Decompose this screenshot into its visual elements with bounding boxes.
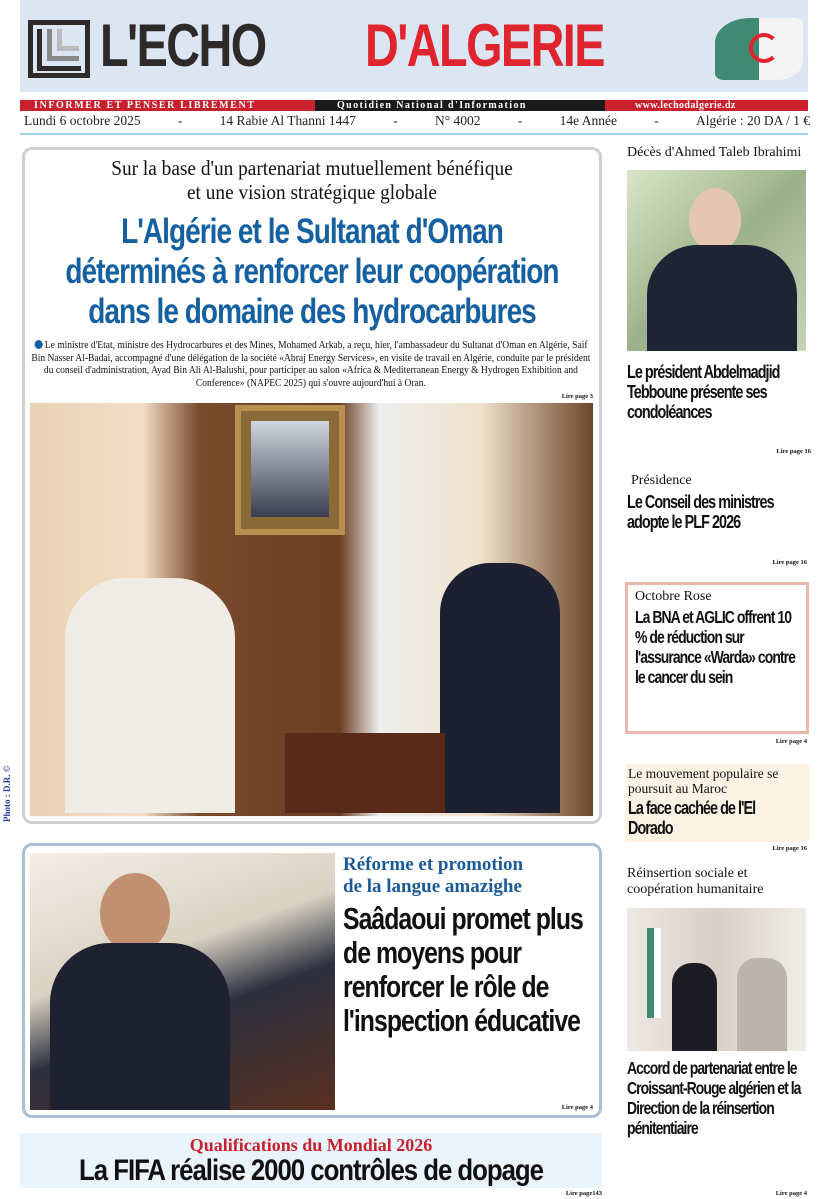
bullet-icon — [34, 340, 42, 349]
sidebar-read-more-1[interactable]: Lire page 16 — [776, 448, 811, 455]
sidebar-box-maroc[interactable] — [625, 764, 809, 842]
issue-number: N° 4002 — [434, 113, 481, 128]
bottom-headline: La FIFA réalise 2000 contrôles de dopage — [79, 1154, 543, 1187]
sidebar-headline-3: La BNA et AGLIC offrent 10 % de réduction sur l'assurance «Warda» contre le cancer du sein — [635, 607, 795, 687]
sidebar-box-octobre-rose[interactable] — [625, 582, 809, 734]
logo-title-part2: D'ALGERIE — [365, 12, 604, 79]
lead-headline-1: L'Algérie et le Sultanat d'Oman — [121, 212, 503, 251]
sidebar-kicker-3: Octobre Rose — [635, 589, 712, 604]
sidebar-headline-2[interactable]: Le Conseil des ministres adopte le PLF 2026 — [627, 492, 774, 532]
second-read-more-link[interactable]: Lire page 4 — [561, 1104, 593, 1111]
lead-kicker-1: Sur la base d'un partenariat mutuellement bénéfique — [111, 156, 513, 180]
slogan: INFORMER ET PENSER LIBREMENT — [20, 100, 315, 111]
price: Algérie : 20 DA / 1 € — [696, 113, 810, 128]
hijri-date: 14 Rabie Al Thanni 1447 — [219, 113, 356, 128]
sidebar-kicker-2: Présidence — [631, 473, 692, 488]
separator: - — [177, 113, 183, 128]
lead-headline-3: dans le domaine des hydrocarbures — [88, 292, 536, 331]
tagline: Quotidien National d'Information — [315, 100, 605, 111]
second-kicker-1: Réforme et promotion — [343, 854, 524, 875]
year: 14e Année — [559, 113, 617, 128]
separator: - — [654, 113, 659, 128]
sidebar-read-more-3[interactable]: Lire page 4 — [775, 738, 807, 745]
sidebar-read-more-2[interactable]: Lire page 16 — [772, 559, 807, 566]
photo-credit: Photo : D.R. © — [2, 765, 12, 822]
algerian-flag-icon — [715, 18, 803, 80]
bottom-read-more-link[interactable]: Lire page143 — [565, 1190, 602, 1197]
masthead — [20, 0, 808, 92]
second-headline: Saâdaoui promet plus de moyens pour renforcer le rôle de l'inspection éducative — [343, 901, 583, 1038]
bottom-banner[interactable] — [20, 1133, 602, 1188]
sidebar-headline-5[interactable]: Accord de partenariat entre le Croissant-Rouge algérien et la Direction de la réinsertion pénitentiaire — [627, 1058, 801, 1138]
dateline — [24, 113, 810, 129]
sidebar-photo-1 — [627, 170, 806, 351]
divider — [20, 133, 808, 135]
sidebar-kicker-4: Le mouvement populaire se poursuit au Maroc — [628, 766, 779, 796]
sidebar-headline-1[interactable]: Le président Abdelmadjid Tebboune présente ses condoléances — [627, 362, 780, 422]
sidebar-read-more-5[interactable]: Lire page 4 — [775, 1190, 807, 1197]
second-photo — [30, 853, 335, 1110]
second-article[interactable] — [22, 843, 602, 1118]
date: Lundi 6 octobre 2025 — [24, 113, 141, 128]
lead-photo — [30, 403, 593, 816]
logo-mark-icon — [28, 20, 90, 78]
lead-headline-2: déterminés à renforcer leur coopération — [65, 252, 559, 291]
sidebar-read-more-4[interactable]: Lire page 16 — [772, 845, 807, 852]
sidebar-headline-4: La face cachée de l'El Dorado — [628, 798, 756, 838]
lead-read-more-link[interactable]: Lire page 3 — [561, 393, 593, 400]
sidebar-photo-5 — [627, 908, 806, 1051]
sidebar-kicker-1: Décès d'Ahmed Taleb Ibrahimi — [627, 145, 802, 160]
sidebar-kicker-5: Réinsertion sociale et coopération humanitaire — [627, 866, 764, 897]
bottom-kicker: Qualifications du Mondial 2026 — [189, 1135, 433, 1155]
second-kicker-2: de la langue amazighe — [343, 876, 522, 897]
logo-title-part1: L'ECHO — [100, 12, 266, 79]
lead-kicker-2: et une vision stratégique globale — [186, 180, 438, 204]
separator: - — [393, 113, 398, 128]
lead-body: Le ministre d'Etat, ministre des Hydrocarbures et des Mines, Mohamed Arkab, a reçu, hier, l'ambassadeur du Sultanat d'Oman en Algérie, Saif Bin Nasser Al-Badai, accompagné d'une délégation de la société «Abraj Energy Services», en visite de travail en Algérie, conduite par le président du conseil d'administration, Ayad Bin Ali Al-Balushi, pour participer au salon «Africa & Mediterranean Energy & Hydrogen Exhibition and Conference» (NAPEC 2025) qui s'ouvre aujourd'hui à Oran. — [31, 340, 591, 389]
masthead-strip — [20, 100, 808, 111]
separator: - — [517, 113, 523, 128]
website-link[interactable]: www.lechodalgerie.dz — [605, 100, 808, 111]
lead-article[interactable] — [22, 147, 602, 824]
